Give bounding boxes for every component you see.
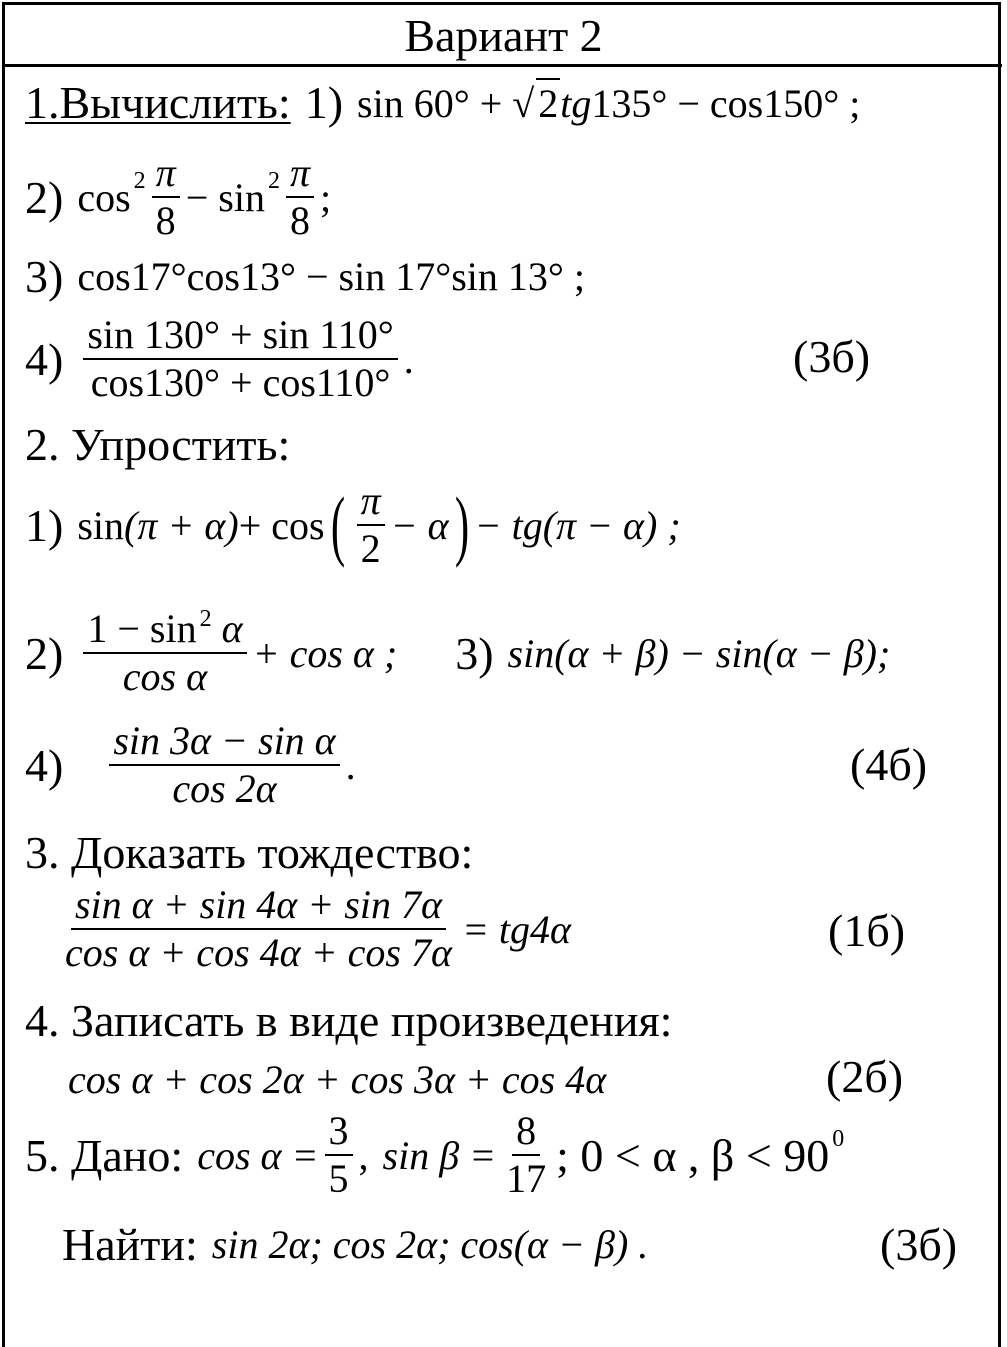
task2-item3-expr: sin(α + β) − sin(α − β); — [507, 630, 891, 676]
task2-item2-number: 2) — [25, 627, 64, 679]
title-divider — [2, 64, 1002, 67]
task3-fraction — [61, 882, 456, 976]
frac-den: cos α — [122, 654, 208, 699]
minus-tg: − tg(π − α) ; — [474, 502, 681, 548]
task2-item3-number: 3) — [455, 627, 494, 679]
sqrt-radicand: 2 — [536, 78, 560, 127]
task1-item2-expr — [77, 150, 331, 244]
cos-fraction — [325, 1108, 353, 1202]
task2-points: (4б) — [850, 739, 928, 790]
task2-item4-fraction — [109, 718, 339, 812]
frac-den: 5 — [328, 1156, 349, 1201]
frac-num: π — [357, 478, 385, 526]
task1-item2-number: 2) — [25, 171, 64, 223]
task4-heading: 4. Записать в виде произведения: — [25, 995, 673, 1046]
task5-heading: 5. Дано: — [25, 1129, 184, 1181]
task1-item1-part-c: 135° − cos150° ; — [591, 81, 861, 126]
sin-fraction — [502, 1108, 550, 1202]
frac-num: π — [286, 150, 314, 198]
frac-den: 8 — [155, 198, 176, 243]
task1-item1-expr — [357, 78, 860, 127]
num-text: 1 − sin — [87, 606, 197, 651]
task3-identity — [55, 882, 571, 976]
frac-num: π — [152, 150, 180, 198]
task1-line1 — [25, 76, 860, 129]
frac-den: 8 — [289, 198, 310, 243]
frac-num: sin 3α − sin α — [109, 718, 339, 766]
task1-line4 — [25, 312, 414, 406]
frac-num: sin α + sin 4α + sin 7α — [71, 882, 446, 930]
sin-beta-eq: sin β = — [382, 1132, 497, 1178]
task2-item2-fraction — [83, 606, 246, 700]
task5-points: (3б) — [880, 1219, 958, 1270]
task1-heading: 1.Вычислить: — [25, 77, 291, 128]
left-paren: ( — [330, 481, 345, 568]
cos-term: cos — [77, 174, 131, 220]
plus-cos-alpha: + cos α ; — [252, 630, 398, 676]
degree-sup: 0 — [832, 1125, 845, 1152]
task1-points: (3б) — [793, 331, 871, 382]
task1-item3-expr: cos17°cos13° − sin 17°sin 13° ; — [77, 254, 585, 299]
frac-den: cos 2α — [172, 766, 277, 811]
period: . — [345, 742, 356, 788]
frac-num — [83, 606, 246, 654]
task1-line3 — [25, 250, 585, 303]
task3-heading: 3. Доказать тождество: — [25, 827, 474, 878]
angle-condition: ; 0 < α , β < 90 — [556, 1129, 830, 1181]
minus-alpha: − α — [390, 502, 449, 548]
task1-item4-number: 4) — [25, 333, 64, 385]
variant-title: Вариант 2 — [404, 10, 603, 61]
sin-term: sin — [77, 502, 125, 548]
sqrt-sign: √ — [512, 81, 535, 126]
frac-num: 3 — [325, 1108, 353, 1156]
task2-item4-number: 4) — [25, 739, 64, 791]
pi-over-2 — [357, 478, 385, 572]
task2-item1-number: 1) — [25, 499, 64, 551]
period: . — [403, 336, 414, 382]
frac-den: 17 — [506, 1156, 547, 1201]
right-paren: ) — [454, 481, 469, 568]
pi-over-8-b — [286, 150, 314, 244]
task5-line1 — [25, 1108, 844, 1202]
comma: , — [358, 1132, 369, 1178]
find-label: Найти: — [62, 1219, 198, 1270]
frac-den: cos130° + cos110° — [90, 360, 391, 405]
task2-line1 — [25, 478, 681, 572]
task1-item1-part-a: sin 60° + — [357, 81, 513, 126]
task5-line2 — [62, 1218, 648, 1271]
frac-den: cos α + cos 4α + cos 7α — [65, 930, 452, 975]
alpha: α — [221, 606, 243, 651]
task1-item4-fraction — [83, 312, 397, 406]
task4-expr: cos α + cos 2α + cos 3α + cos 4α — [68, 1057, 607, 1102]
task1-item1-number: 1) — [304, 77, 344, 128]
task2-line2 — [25, 606, 890, 700]
task4-points: (2б) — [826, 1051, 904, 1102]
frac-num: sin 130° + sin 110° — [83, 312, 397, 360]
power-2: 2 — [267, 167, 280, 194]
cos-alpha-eq: cos α = — [197, 1132, 319, 1178]
plus-cos: + cos — [238, 502, 325, 548]
task2-line4 — [25, 718, 356, 812]
task2-item1-expr — [77, 478, 680, 572]
task2-heading: 2. Упростить: — [25, 419, 291, 470]
tg-symbol: tg — [560, 81, 592, 126]
find-expr: sin 2α; cos 2α; cos(α − β) . — [211, 1222, 649, 1267]
minus-sin: − sin — [185, 174, 265, 220]
task3-points: (1б) — [828, 905, 906, 956]
power: 2 — [133, 167, 146, 194]
pi-plus-alpha: (π + α) — [124, 502, 239, 548]
semicolon: ; — [320, 174, 332, 220]
identity-rhs: = tg4α — [461, 906, 572, 952]
frac-den: 2 — [360, 526, 381, 571]
power: 2 — [199, 606, 212, 632]
task1-item3-number: 3) — [25, 251, 64, 302]
task1-line2 — [25, 150, 331, 244]
frac-num: 8 — [512, 1108, 540, 1156]
pi-over-8-a — [152, 150, 180, 244]
